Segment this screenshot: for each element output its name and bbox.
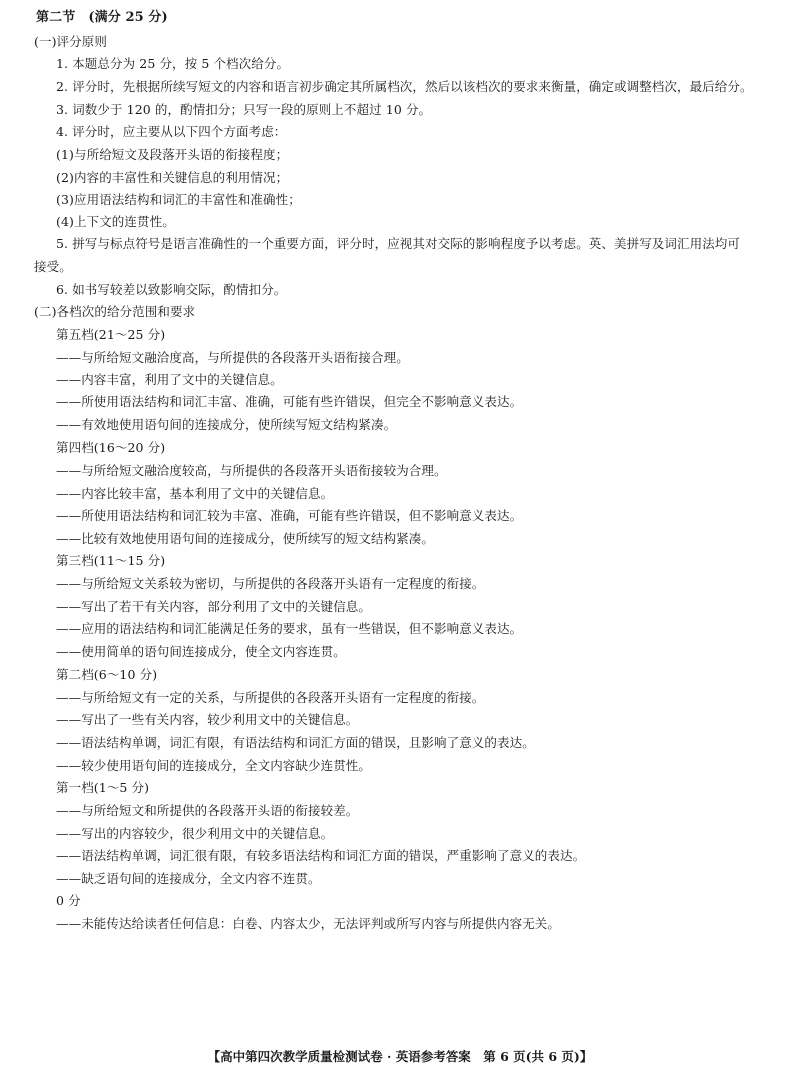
grade-1-item-2: ——写出的内容较少，很少利用文中的关键信息。 bbox=[56, 826, 334, 841]
grade-2-item-3: ——语法结构单调，词汇有限，有语法结构和词汇方面的错误，且影响了意义的表达。 bbox=[56, 735, 535, 750]
principle-item-5-continued: 接受。 bbox=[34, 259, 72, 274]
principle-item-4: 4. 评分时，应主要从以下四个方面考虑： bbox=[56, 124, 287, 139]
grade-5-item-3: ——所使用语法结构和词汇丰富、准确，可能有些许错误，但完全不影响意义表达。 bbox=[56, 394, 523, 409]
principle-item-5: 5. 拼写与标点符号是语言准确性的一个重要方面，评分时，应视其对交际的影响程度予以考虑。英、美拼写及词汇用法均可 bbox=[56, 236, 741, 251]
grade-4-title: 第四档(16～20 分) bbox=[56, 440, 166, 455]
principle-item-6: 6. 如书写较差以致影响交际，酌情扣分。 bbox=[56, 282, 287, 297]
part2-heading: (二)各档次的给分范围和要求 bbox=[34, 304, 196, 319]
principle-subitem-2: (2)内容的丰富性和关键信息的利用情况； bbox=[56, 170, 289, 185]
grade-1-item-1: ——与所给短文和所提供的各段落开头语的衔接较差。 bbox=[56, 803, 359, 818]
grade-2-item-1: ——与所给短文有一定的关系，与所提供的各段落开头语有一定程度的衔接。 bbox=[56, 690, 485, 705]
grade-4-item-2: ——内容比较丰富，基本利用了文中的关键信息。 bbox=[56, 486, 334, 501]
grade-3-item-3: ——应用的语法结构和词汇能满足任务的要求，虽有一些错误，但不影响意义表达。 bbox=[56, 621, 523, 636]
grade-2-title: 第二档(6～10 分) bbox=[56, 667, 158, 682]
grade-0-title: 0 分 bbox=[56, 893, 81, 908]
grade-1-title: 第一档(1～5 分) bbox=[56, 780, 150, 795]
grade-5-item-2: ——内容丰富，利用了文中的关键信息。 bbox=[56, 372, 283, 387]
section-title: 第二节 (满分 25 分) bbox=[36, 10, 168, 25]
grade-3-item-2: ——写出了若干有关内容，部分利用了文中的关键信息。 bbox=[56, 599, 372, 614]
principle-subitem-3: (3)应用语法结构和词汇的丰富性和准确性； bbox=[56, 192, 301, 207]
grade-2-item-2: ——写出了一些有关内容，较少利用文中的关键信息。 bbox=[56, 712, 359, 727]
grade-1-item-3: ——语法结构单调，词汇很有限，有较多语法结构和词汇方面的错误，严重影响了意义的表达。 bbox=[56, 848, 586, 863]
principle-subitem-1: (1)与所给短文及段落开头语的衔接程度； bbox=[56, 147, 289, 162]
grade-3-item-1: ——与所给短文关系较为密切，与所提供的各段落开头语有一定程度的衔接。 bbox=[56, 576, 485, 591]
grade-4-item-3: ——所使用语法结构和词汇较为丰富、准确，可能有些许错误，但不影响意义表达。 bbox=[56, 508, 523, 523]
principle-item-3: 3. 词数少于 120 的，酌情扣分；只写一段的原则上不超过 10 分。 bbox=[56, 102, 432, 117]
principle-item-2: 2. 评分时，先根据所续写短文的内容和语言初步确定其所属档次，然后以该档次的要求来衡量，确定或调整档次，最后给分。 bbox=[56, 79, 753, 94]
grade-4-item-4: ——比较有效地使用语句间的连接成分，使所续写的短文结构紧凑。 bbox=[56, 531, 435, 546]
grade-1-item-4: ——缺乏语句间的连接成分，全文内容不连贯。 bbox=[56, 871, 321, 886]
grade-5-item-4: ——有效地使用语句间的连接成分，使所续写短文结构紧凑。 bbox=[56, 417, 397, 432]
grade-2-item-4: ——较少使用语句间的连接成分，全文内容缺少连贯性。 bbox=[56, 758, 372, 773]
grade-5-item-1: ——与所给短文融洽度高，与所提供的各段落开头语衔接合理。 bbox=[56, 350, 409, 365]
part1-heading: (一)评分原则 bbox=[34, 34, 107, 49]
principle-subitem-4: (4)上下文的连贯性。 bbox=[56, 214, 175, 229]
grade-3-item-4: ——使用简单的语句间连接成分，使全文内容连贯。 bbox=[56, 644, 346, 659]
page-footer: 【高中第四次教学质量检测试卷 · 英语参考答案 第 6 页(共 6 页)】 bbox=[207, 1049, 593, 1064]
grade-5-title: 第五档(21～25 分) bbox=[56, 327, 166, 342]
grade-4-item-1: ——与所给短文融洽度较高，与所提供的各段落开头语衔接较为合理。 bbox=[56, 463, 447, 478]
grade-3-title: 第三档(11～15 分) bbox=[56, 553, 166, 568]
grade-0-item-1: ——未能传达给读者任何信息：白卷、内容太少，无法评判或所写内容与所提供内容无关。 bbox=[56, 916, 561, 931]
principle-item-1: 1. 本题总分为 25 分，按 5 个档次给分。 bbox=[56, 56, 290, 71]
